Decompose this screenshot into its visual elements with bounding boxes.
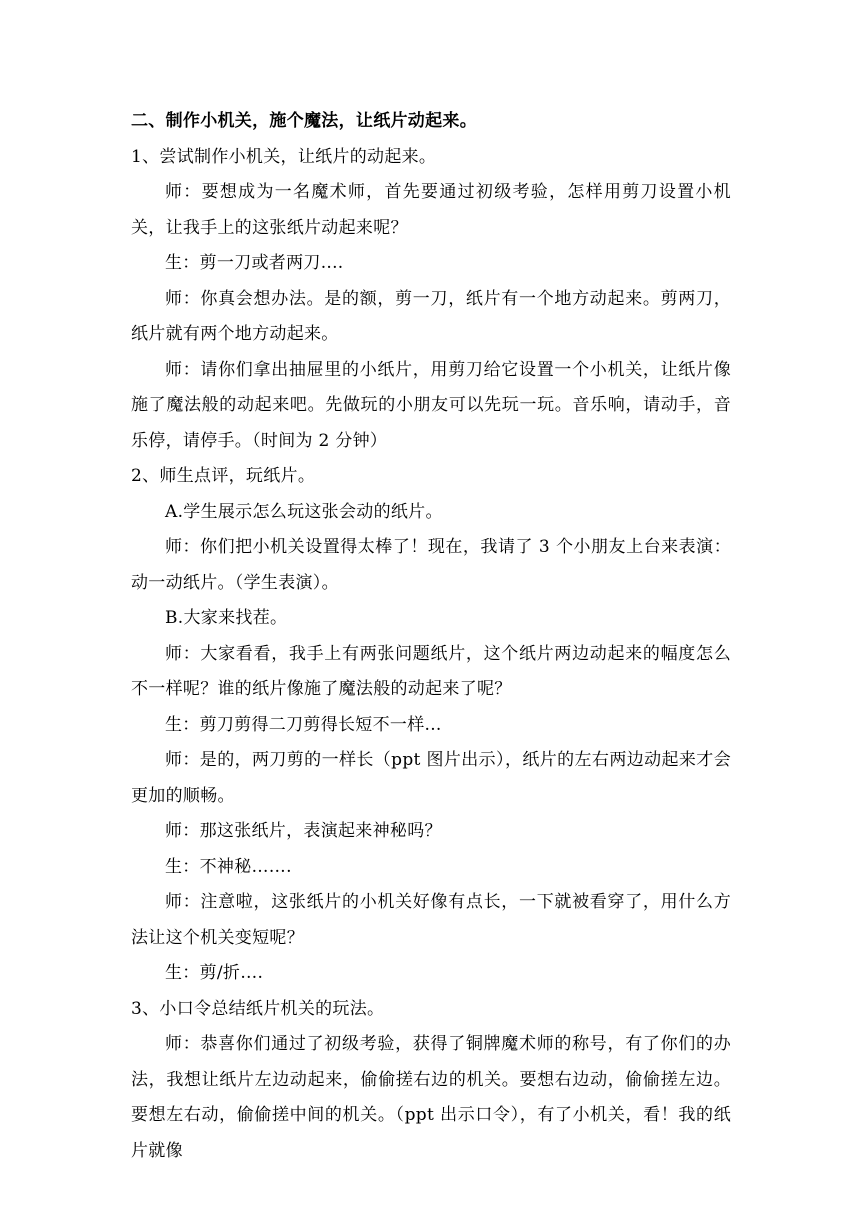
paragraph-3: 生：剪一刀或者两刀....	[165, 253, 344, 273]
paragraph-16: 生：剪/折….	[165, 963, 264, 983]
paragraph-4: 师：你真会想办法。是的额，剪一刀，纸片有一个地方动起来。剪两刀，纸片就有两个地方动起来。	[131, 288, 731, 344]
paragraph-5: 师：请你们拿出抽屉里的小纸片，用剪刀给它设置一个小机关，让纸片像施了魔法般的动起来吧。先做玩的小朋友可以先玩一玩。音乐响，请动手，音乐停，请停手。（时间为 2 分钟）	[131, 359, 731, 451]
document-body	[131, 104, 731, 1169]
paragraph-12: 师：是的，两刀剪的一样长（ppt 图片出示），纸片的左右两边动起来才会更加的顺畅。	[131, 750, 731, 806]
paragraph-6: 2、师生点评，玩纸片。	[131, 466, 316, 486]
paragraph-7: A.学生展示怎么玩这张会动的纸片。	[165, 501, 443, 522]
paragraph-1: 1、尝试制作小机关，让纸片的动起来。	[131, 146, 437, 167]
paragraph-15: 师：注意啦，这张纸片的小机关好像有点长，一下就被看穿了，用什么方法让这个机关变短呢？	[131, 892, 731, 948]
paragraph-10: 师：大家看看，我手上有两张问题纸片，这个纸片两边动起来的幅度怎么不一样呢？谁的纸片像施了魔法般的动起来了呢？	[131, 643, 731, 699]
paragraph-14: 生：不神秘…….	[165, 856, 292, 877]
section-heading: 二、制作小机关，施个魔法，让纸片动起来。	[131, 111, 477, 131]
paragraph-11: 生：剪刀剪得二刀剪得长短不一样...	[165, 714, 442, 735]
paragraph-18: 师：恭喜你们通过了初级考验，获得了铜牌魔术师的称号，有了你们的办法，我想让纸片左边动起来，偷偷搓右边的机关。要想右边动，偷偷搓左边。要想左右动，偷偷搓中间的机关。（ppt 出示口令），有了小机关，看！我的纸片就像	[131, 1034, 731, 1161]
paragraph-17: 3、小口令总结纸片机关的玩法。	[131, 998, 385, 1019]
paragraph-2: 师：要想成为一名魔术师，首先要通过初级考验，怎样用剪刀设置小机关，让我手上的这张纸片动起来呢？	[131, 182, 731, 238]
paragraph-9: B.大家来找茬。	[165, 608, 288, 628]
paragraph-8: 师：你们把小机关设置得太棒了！现在，我请了 3 个小朋友上台来表演：动一动纸片。（学生表演）。	[131, 537, 731, 593]
paragraph-13: 师：那这张纸片，表演起来神秘吗？	[165, 821, 442, 841]
